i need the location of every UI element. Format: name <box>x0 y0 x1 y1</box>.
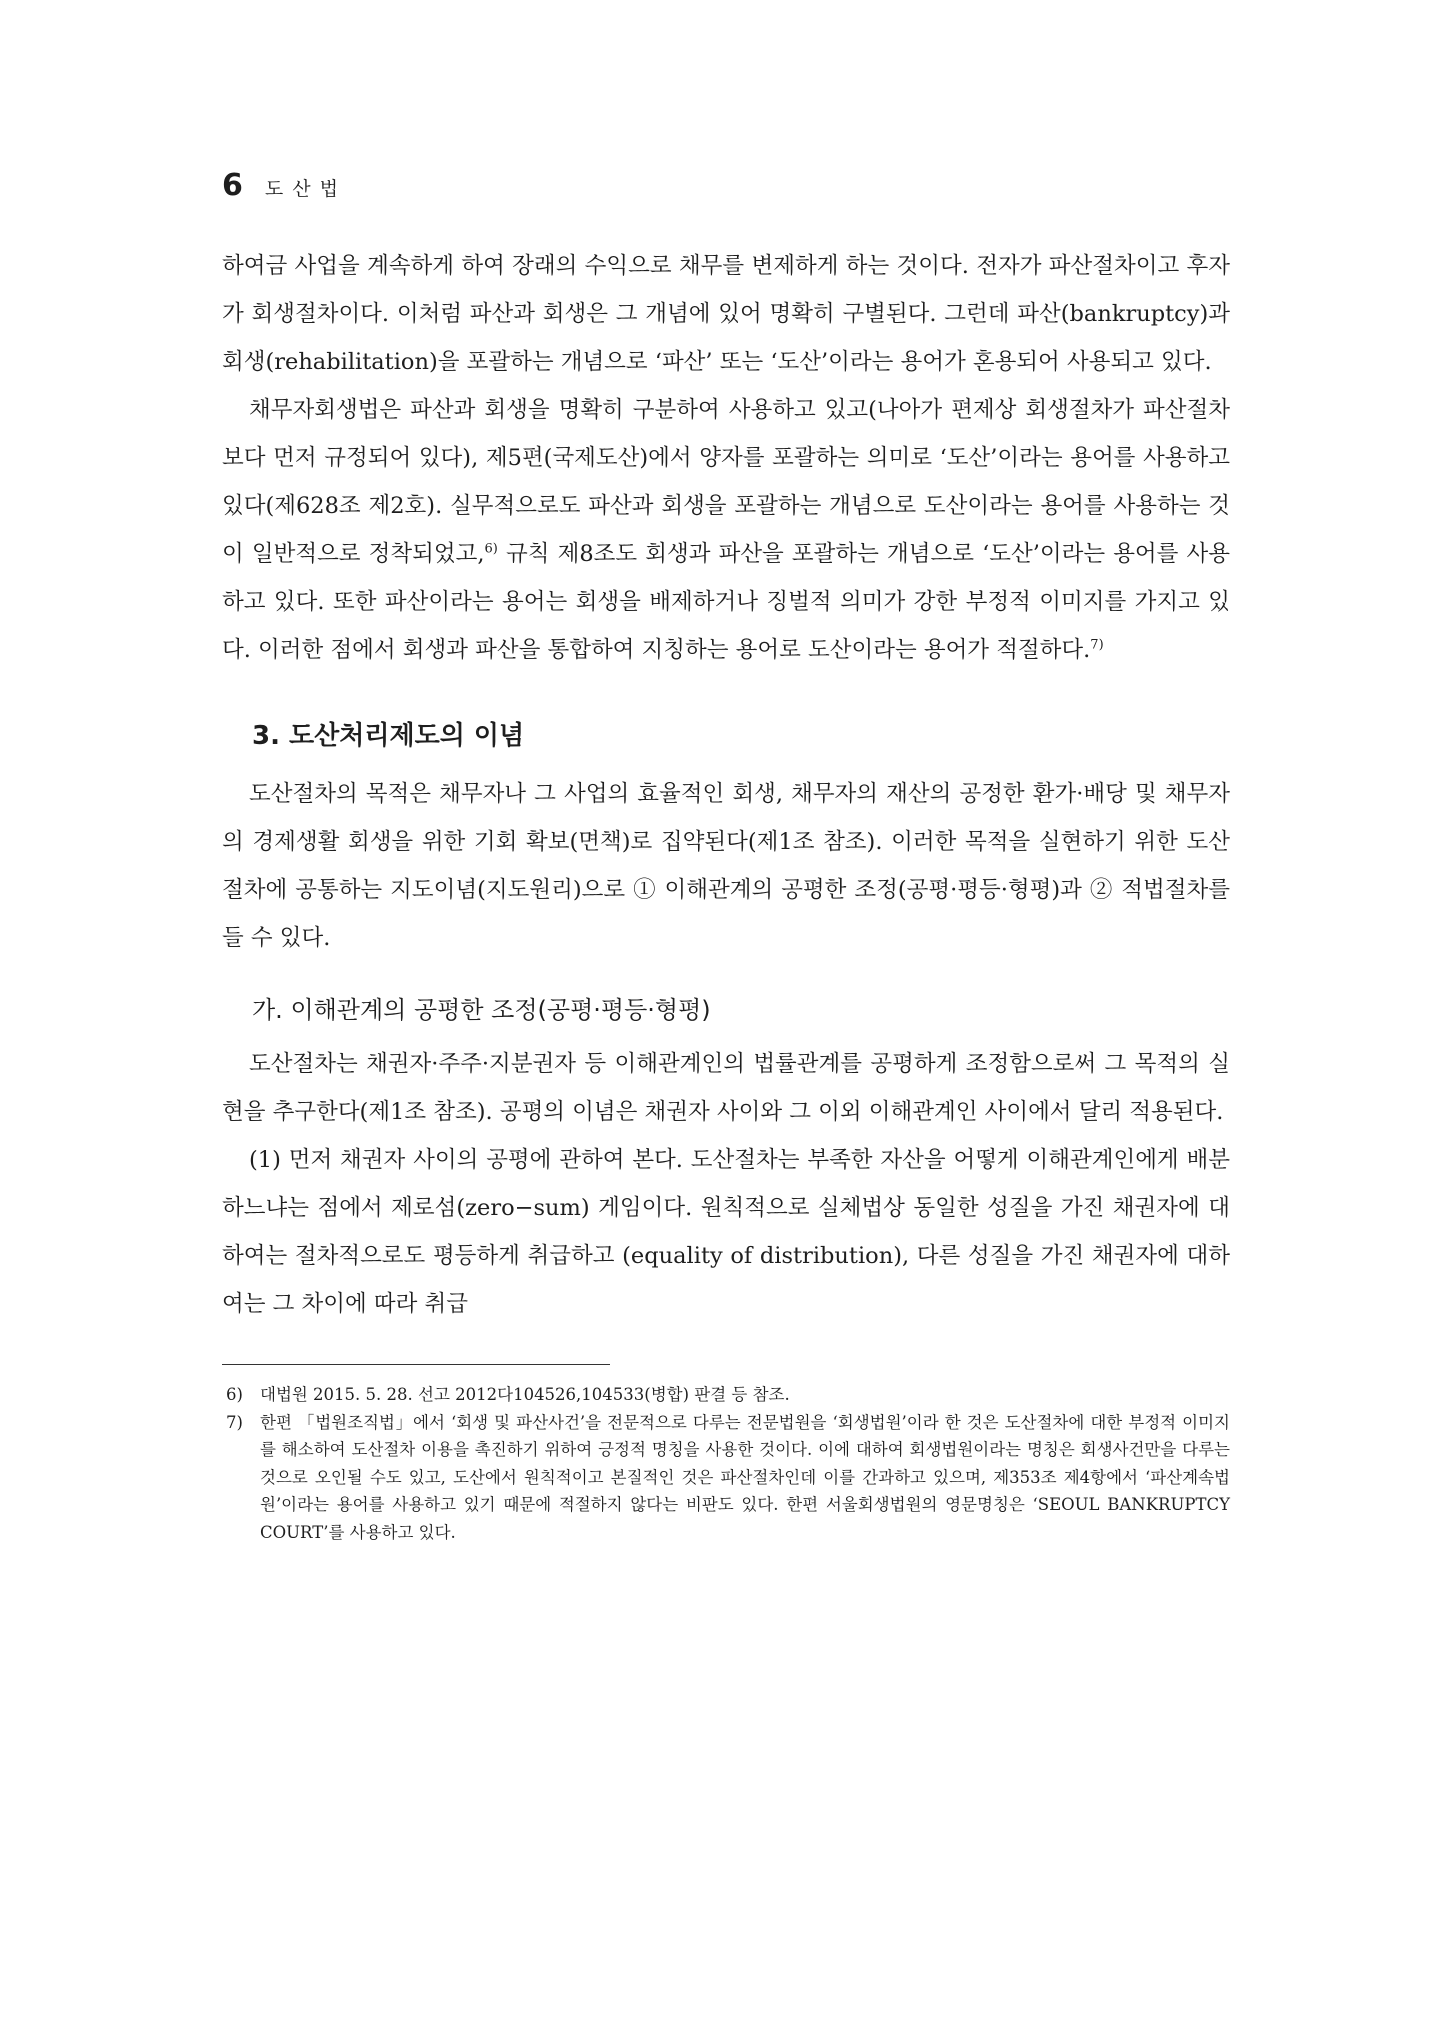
body-paragraph-4: 도산절차는 채권자·주주·지분권자 등 이해관계인의 법률관계를 공평하게 조정함으로써 그 목적의 실현을 추구한다(제1조 참조). 공평의 이념은 채권자 사이와 그 이외 이해관계인 사이에서 달리 적용된다. <box>222 1051 1230 1125</box>
paragraph-2-text: 채무자회생법은 파산과 회생을 명확히 구분하여 사용하고 있고(나아가 편제상 회생절차가 파산절차보다 먼저 규정되어 있다), 제5편(국제도산)에서 양자를 포괄하는 의미로 ‘도산’이라는 용어를 사용하고 있다(제628조 제2호). 실무적으로도 파산과 회생을 포괄하는 개념으로 도산이라는 용어를 사용하는 것이 일반적으로 정착되었고, <box>222 397 1230 567</box>
footnote-ref-6: 6) <box>484 541 498 557</box>
footnote-text: 대법원 2015. 5. 28. 선고 2012다104526,104533(병합) 판결 등 참조. <box>260 1385 790 1404</box>
footnote-number: 7) <box>226 1412 243 1432</box>
footnote-6 <box>226 1381 1230 1409</box>
body-paragraph-3: 도산절차의 목적은 채무자나 그 사업의 효율적인 회생, 채무자의 재산의 공정한 환가·배당 및 채무자의 경제생활 회생을 위한 기회 확보(면책)로 집약된다(제1조 참조). 이러한 목적을 실현하기 위한 도산절차에 공통하는 지도이념(지도원리)으로 ① 이해관계의 공평한 조정(공평·평등·형평)과 ② 적법절차를 들 수 있다. <box>222 781 1230 951</box>
footnote-number: 6) <box>226 1385 243 1404</box>
body-paragraph-5: (1) 먼저 채권자 사이의 공평에 관하여 본다. 도산절차는 부족한 자산을 어떻게 이해관계인에게 배분하느냐는 점에서 제로섬(zero−sum) 게임이다. 원칙적으로 실체법상 동일한 성질을 가진 채권자에 대하여는 절차적으로도 평등하게 취급하고 (equality of distribution), 다른 성질을 가진 채권자에 대하여는 그 차이에 따라 취급 <box>222 1147 1230 1317</box>
footnote-ref-7: 7) <box>1090 637 1104 653</box>
document-page <box>222 168 1230 1546</box>
footnote-divider <box>222 1364 610 1365</box>
page-number: 6 <box>222 168 243 203</box>
body-paragraph-2 <box>222 386 1230 674</box>
running-header <box>222 168 1230 212</box>
book-title: 도산법 <box>264 178 347 200</box>
paragraph-2-text-cont: 규칙 제8조도 회생과 파산을 포괄하는 개념으로 ‘도산’이라는 용어를 사용하고 있다. 또한 파산이라는 용어는 회생을 배제하거나 징벌적 의미가 강한 부정적 이미지를 가지고 있다. 이러한 점에서 회생과 파산을 통합하여 지칭하는 용어로 도산이라는 용어가 적절하다. <box>222 541 1230 663</box>
body-paragraph-1: 하여금 사업을 계속하게 하여 장래의 수익으로 채무를 변제하게 하는 것이다. 전자가 파산절차이고 후자가 회생절차이다. 이처럼 파산과 회생은 그 개념에 있어 명확히 구별된다. 그런데 파산(bankruptcy)과 회생(rehabilitation)을 포괄하는 개념으로 ‘파산’ 또는 ‘도산’이라는 용어가 혼용되어 사용되고 있다. <box>222 253 1230 375</box>
footnote-7 <box>226 1409 1230 1547</box>
section-heading-3: 3. 도산처리제도의 이념 <box>252 721 525 751</box>
subsection-heading-ga: 가. 이해관계의 공평한 조정(공평·평등·형평) <box>252 996 711 1024</box>
footnote-text: 한편 「법원조직법」에서 ‘회생 및 파산사건’을 전문적으로 다루는 전문법원을 ‘회생법원’이라 한 것은 도산절차에 대한 부정적 이미지를 해소하여 도산절차 이용을 촉진하기 위하여 긍정적 명칭을 사용한 것이다. 이에 대하여 회생법원이라는 명칭은 회생사건만을 다루는 것으로 오인될 수도 있고, 도산에서 원칙적이고 본질적인 것은 파산절차인데 이를 간과하고 있으며, 제353조 제4항에서 ‘파산계속법원’이라는 용어를 사용하고 있기 때문에 적절하지 않다는 비판도 있다. 한편 서울회생법원의 영문명칭은 ‘SEOUL BANKRUPTCY COURT’를 사용하고 있다. <box>260 1412 1230 1542</box>
